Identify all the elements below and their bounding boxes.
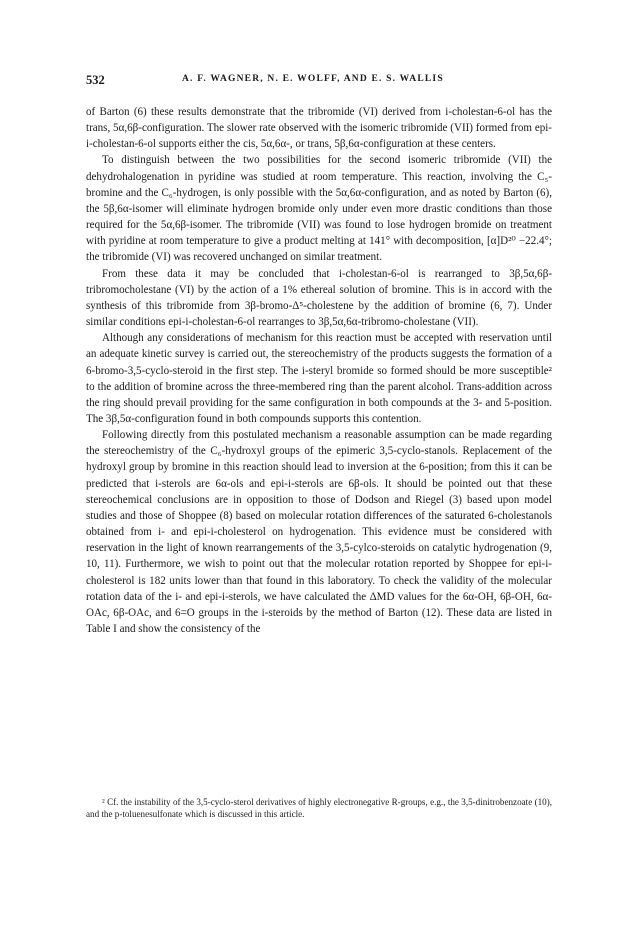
paragraph-stereochemistry: Following directly from this postulated mechanism a reasonable assumption can be made regarding the stereochemistry of the C₆-hydroxyl groups of the epimeric 3,5-cyclo-stanols. Replacement of the hydroxyl group by bromine in this reaction should lead to inversion at the 6-position; from this it can be predicted that i-sterols are 6α-ols and epi-i-sterols are 6β-ols. It should be pointed out that these stereochemical conclusions are in opposition to those of Dodson and Riegel (3) based upon model studies and those of Shoppee (8) based on molecular rotation differences of the saturated 6-cholestanols obtained from i- and epi-i-cholesterol on hydrogenation. This evidence must be considered with reservation in the light of known rearrangements of the 3,5-cylco-steroids on catalytic hydrogenation (9, 10, 11). Furthermore, we wish to point out that the molecular rotation reported by Shoppee for epi-i-cholesterol is 182 units lower than that found in this laboratory. To check the validity of the molecular rotation data of the i- and epi-i-sterols, we have calculated the ΔMD values for the 6α-OH, 6β-OH, 6α-OAc, 6β-OAc, and 6=O groups in the i-steroids by the method of Barton (12). These data are listed in Table I and show the consistency of the: [86, 429, 552, 635]
body-text: [86, 104, 552, 637]
page-header: [86, 73, 552, 89]
paragraph-dehydrohalogenation: To distinguish between the two possibilities for the second isomeric tribromide (VII) the dehydrohalogenation in pyridine was studied at room temperature. This reaction, involving the C₅-bromine and the C₆-hydrogen, is only possible with the 5α,6α-configuration, and as noted by Barton (6), the 5β,6α-isomer will eliminate hydrogen bromide only under even more drastic conditions than those required for the 5α,6β-isomer. The tribromide (VII) was found to lose hydrogen bromide on treatment with pyridine at room temperature to give a product melting at 141° with decomposition, [α]D²⁰ −22.4°; the tribromide (VI) was recovered unchanged on similar treatment.: [86, 154, 552, 264]
paragraph-conclusion: From these data it may be concluded that i-cholestan-6-ol is rearranged to 3β,5α,6β-tribromocholestane (VI) by the action of a 1% ethereal solution of bromine. This is in accord with the synthesis of this tribromide from 3β-bromo-Δ⁵-cholestene by the addition of bromine (6, 7). Under similar conditions epi-i-cholestan-6-ol rearranges to 3β,5α,6α-tribromo-cholestane (VII).: [86, 267, 552, 329]
paragraph-mechanism: Although any considerations of mechanism for this reaction must be accepted with reservation until an adequate kinetic survey is carried out, the stereochemistry of the products suggests the formation of a 6-bromo-3,5-cyclo-steroid in the first step. The i-steryl bromide so formed should be more susceptible² to the addition of bromine across the three-membered ring than the parent alcohol. Trans-addition across the ring should prevail providing for the same configuration in both compounds at the 3- and 5-position. The 3β,5α-configuration found in both compounds supports this contention.: [86, 332, 552, 425]
page-number: 532: [86, 73, 105, 87]
footnote: ² Cf. the instability of the 3,5-cyclo-sterol derivatives of highly electronegative R-groups, e.g., the 3,5-dinitrobenzoate (10), and the p-toluenesulfonate which is discussed in this article.: [86, 797, 552, 820]
running-head: A. F. WAGNER, N. E. WOLFF, AND E. S. WALLIS: [182, 74, 444, 84]
paragraph-continuation: of Barton (6) these results demonstrate that the tribromide (VI) derived from i-cholestan-6-ol has the trans, 5α,6β-configuration. The slower rate observed with the isomeric tribromide (VII) formed from epi-i-cholestan-6-ol supports either the cis, 5α,6α-, or trans, 5β,6α-configuration at these centers.: [86, 106, 552, 151]
